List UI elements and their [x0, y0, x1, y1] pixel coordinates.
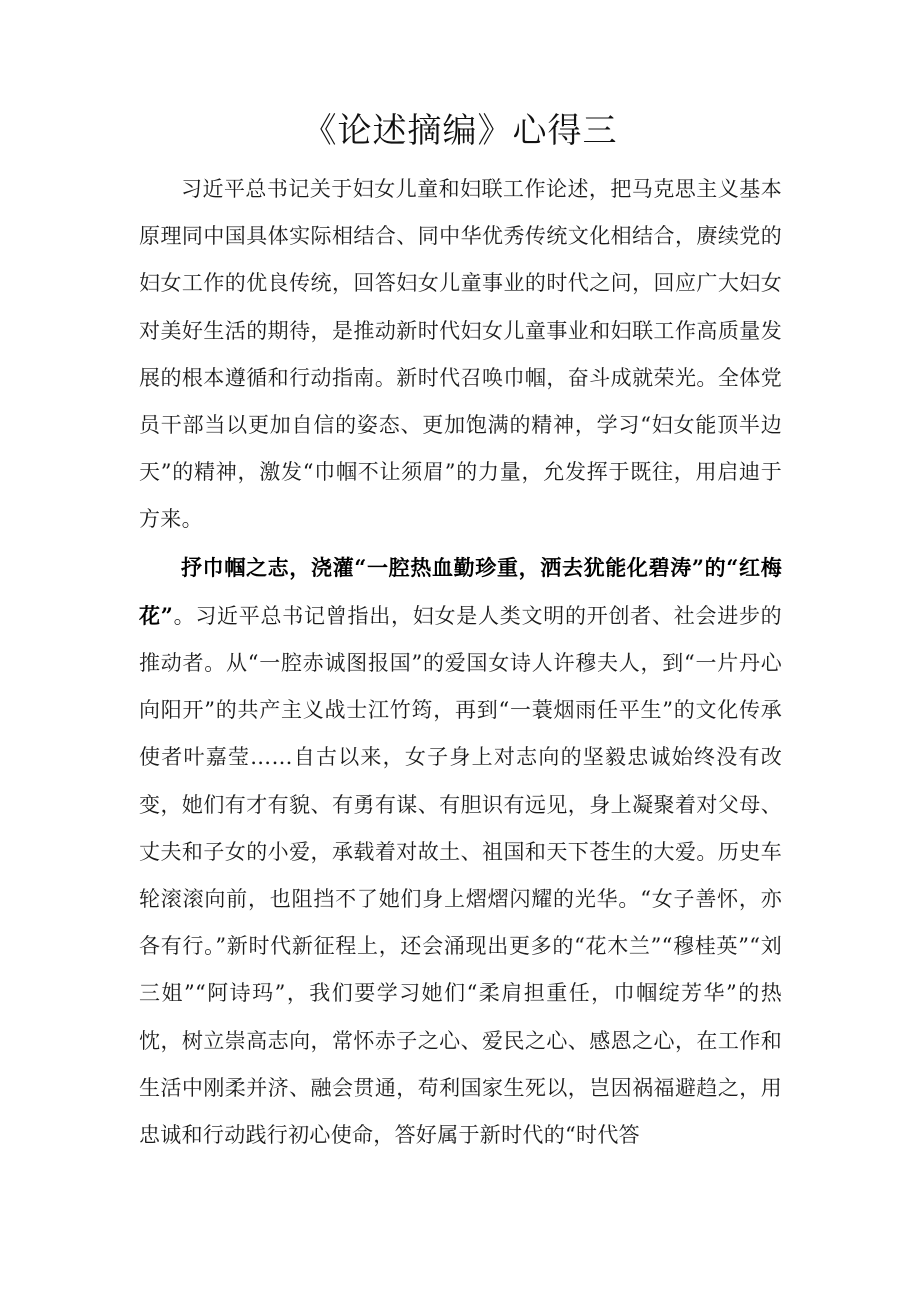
- paragraph-2-lead-heading: 抒巾帼之志，浇灌“一腔热血勤珍重，洒去犹能化碧涛”的“红梅花”: [139, 554, 782, 628]
- document-title: 《论述摘编》心得三: [302, 111, 618, 151]
- paragraph-1: 习近平总书记关于妇女儿童和妇联工作论述，把马克思主义基本原理同中国具体实际相结合、同中华优秀传统文化相结合，赓续党的妇女工作的优良传统，回答妇女儿童事业的时代之问，回应广大妇女对美好生活的期待，是推动新时代妇女儿童事业和妇联工作高质量发展的根本遵循和行动指南。新时代召唤巾帼，奋斗成就荣光。全体党员干部当以更加自信的姿态、更加饱满的精神，学习“妇女能顶半边天”的精神，激发“巾帼不让须眉”的力量，允发挥于既往，用启迪于方来。: [139, 177, 782, 532]
- paragraph-2-body: 。习近平总书记曾指出，妇女是人类文明的开创者、社会进步的推动者。从“一腔赤诚图报国”的爱国女诗人许穆夫人，到“一片丹心向阳开”的共产主义战士江竹筠，再到“一蓑烟雨任平生”的文化传承使者叶嘉莹……自古以来，女子身上对志向的坚毅忠诚始终没有改变，她们有才有貌、有勇有谋、有胆识有远见，身上凝聚着对父母、丈夫和子女的小爱，承载着对故土、祖国和天下苍生的大爱。历史车轮滚滚向前，也阻挡不了她们身上熠熠闪耀的光华。“女子善怀，亦各有行。”新时代新征程上，还会涌现出更多的“花木兰”“穆桂英”“刘三姐”“阿诗玛”，我们要学习她们“柔肩担重任，巾帼绽芳华”的热忱，树立崇高志向，常怀赤子之心、爱民之心、感恩之心，在工作和生活中刚柔并济、融会贯通，苟利国家生死以，岂因祸福避趋之，用忠诚和行动践行初心使命，答好属于新时代的“时代答: [139, 603, 782, 1148]
- paragraph-2: [139, 544, 782, 1160]
- document-body: [139, 166, 782, 1159]
